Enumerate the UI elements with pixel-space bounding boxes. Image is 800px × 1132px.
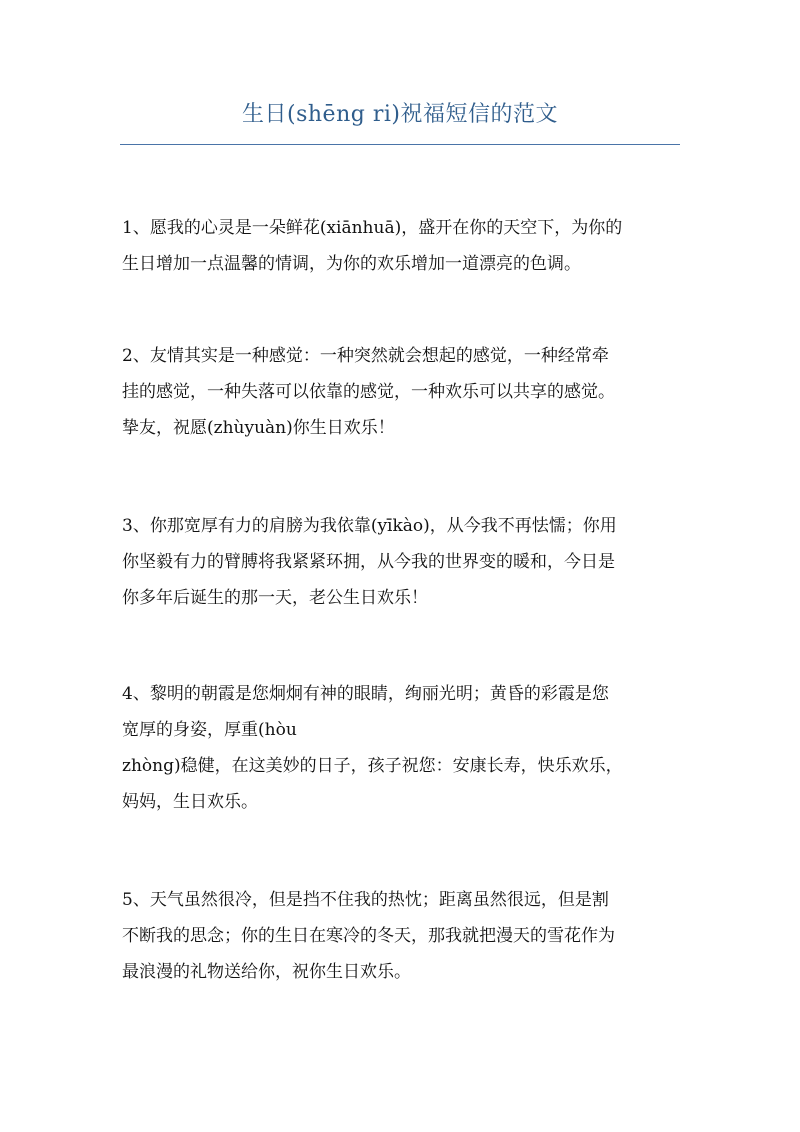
page-title: 生日(shēng ri)祝福短信的范文 (242, 102, 558, 127)
paragraph-line: 挂的感觉，一种失落可以依靠的感觉，一种欢乐可以共享的感觉。 (122, 382, 615, 402)
title-underline (120, 144, 680, 145)
paragraph-line: 最浪漫的礼物送给你，祝你生日欢乐。 (122, 962, 411, 982)
paragraph-3 (122, 508, 678, 616)
paragraph-line: 妈妈，生日欢乐。 (122, 792, 258, 812)
paragraph-line: 宽厚的身姿，厚重(hòu (122, 720, 297, 740)
paragraph-line: 2、友情其实是一种感觉：一种突然就会想起的感觉，一种经常牵 (122, 346, 609, 366)
paragraph-line: 1、愿我的心灵是一朵鲜花(xiānhuā)，盛开在你的天空下，为你的 (122, 218, 623, 238)
paragraph-line: 不断我的思念；你的生日在寒冷的冬天，那我就把漫天的雪花作为 (122, 926, 615, 946)
paragraph-line: 你多年后诞生的那一天，老公生日欢乐！ (122, 588, 428, 608)
paragraph-line: zhòng)稳健，在这美妙的日子，孩子祝您：安康长寿，快乐欢乐， (122, 756, 623, 776)
paragraph-2 (122, 338, 678, 446)
paragraph-1 (122, 210, 678, 282)
paragraph-5 (122, 882, 678, 990)
paragraph-line: 4、黎明的朝霞是您炯炯有神的眼睛，绚丽光明；黄昏的彩霞是您 (122, 684, 609, 704)
paragraph-line: 3、你那宽厚有力的肩膀为我依靠(yīkào)，从今我不再怯懦；你用 (122, 516, 617, 536)
paragraph-line: 生日增加一点温馨的情调，为你的欢乐增加一道漂亮的色调。 (122, 254, 581, 274)
paragraph-line: 5、天气虽然很冷，但是挡不住我的热忱；距离虽然很远，但是割 (122, 890, 609, 910)
paragraph-line: 你坚毅有力的臂膊将我紧紧环拥，从今我的世界变的暖和，今日是 (122, 552, 615, 572)
paragraph-line: 挚友，祝愿(zhùyuàn)你生日欢乐！ (122, 418, 395, 438)
paragraph-4 (122, 676, 678, 820)
